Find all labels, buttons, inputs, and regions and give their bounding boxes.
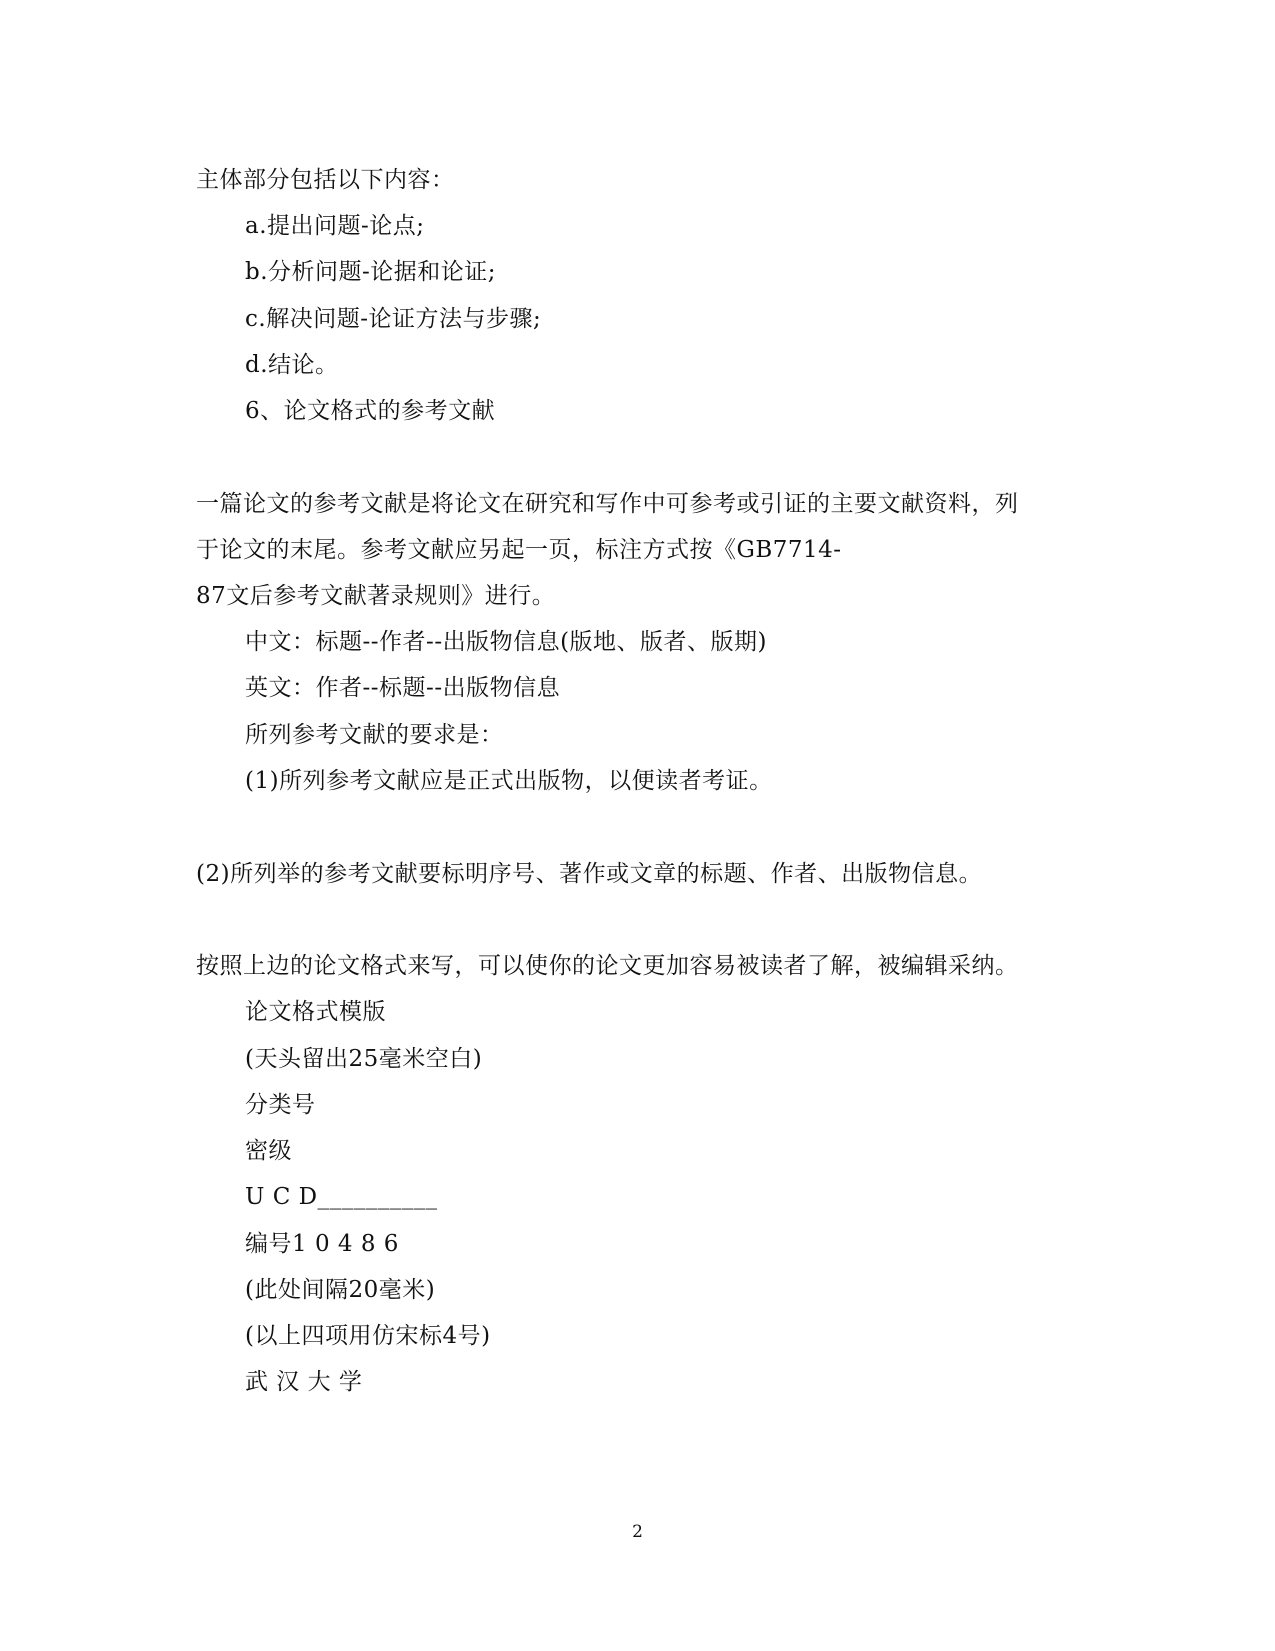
template-university-name: 武 汉 大 学 — [245, 1369, 363, 1395]
references-paragraph-line-3: 87文后参考文献著录规则》进行。 — [196, 583, 556, 609]
template-title: 论文格式模版 — [245, 999, 386, 1025]
chinese-format-line: 中文：标题--作者--出版物信息(版地、版者、版期) — [245, 629, 768, 655]
list-item-d: d.结论。 — [245, 352, 339, 378]
body-intro-line: 主体部分包括以下内容： — [196, 167, 455, 193]
requirement-item-2: (2)所列举的参考文献要标明序号、著作或文章的标题、作者、出版物信息。 — [196, 861, 983, 887]
page-number: 2 — [632, 1522, 643, 1542]
section-heading-references: 6、论文格式的参考文献 — [245, 398, 496, 424]
list-item-c: c.解决问题-论证方法与步骤; — [245, 306, 542, 332]
closing-paragraph: 按照上边的论文格式来写，可以使你的论文更加容易被读者了解，被编辑采纳。 — [196, 953, 1019, 979]
list-item-b: b.分析问题-论据和论证; — [245, 259, 497, 285]
english-format-line: 英文：作者--标题--出版物信息 — [245, 675, 561, 701]
template-classification-number: 分类号 — [245, 1092, 316, 1118]
template-serial-number: 编号1 0 4 8 6 — [245, 1231, 399, 1257]
template-ucd-field: U C D__________ — [245, 1184, 438, 1210]
template-font-note: (以上四项用仿宋标4号) — [245, 1323, 491, 1349]
template-security-level: 密级 — [245, 1138, 292, 1164]
template-spacing-note: (此处间隔20毫米) — [245, 1277, 436, 1303]
requirements-heading: 所列参考文献的要求是： — [245, 722, 504, 748]
list-item-a: a.提出问题-论点; — [245, 213, 425, 239]
requirement-item-1: (1)所列参考文献应是正式出版物，以便读者考证。 — [245, 768, 773, 794]
references-paragraph-line-2: 于论文的末尾。参考文献应另起一页，标注方式按《GB7714- — [196, 537, 842, 563]
references-paragraph-line-1: 一篇论文的参考文献是将论文在研究和写作中可参考或引证的主要文献资料，列 — [196, 491, 1019, 517]
template-top-margin-note: (天头留出25毫米空白) — [245, 1046, 483, 1072]
